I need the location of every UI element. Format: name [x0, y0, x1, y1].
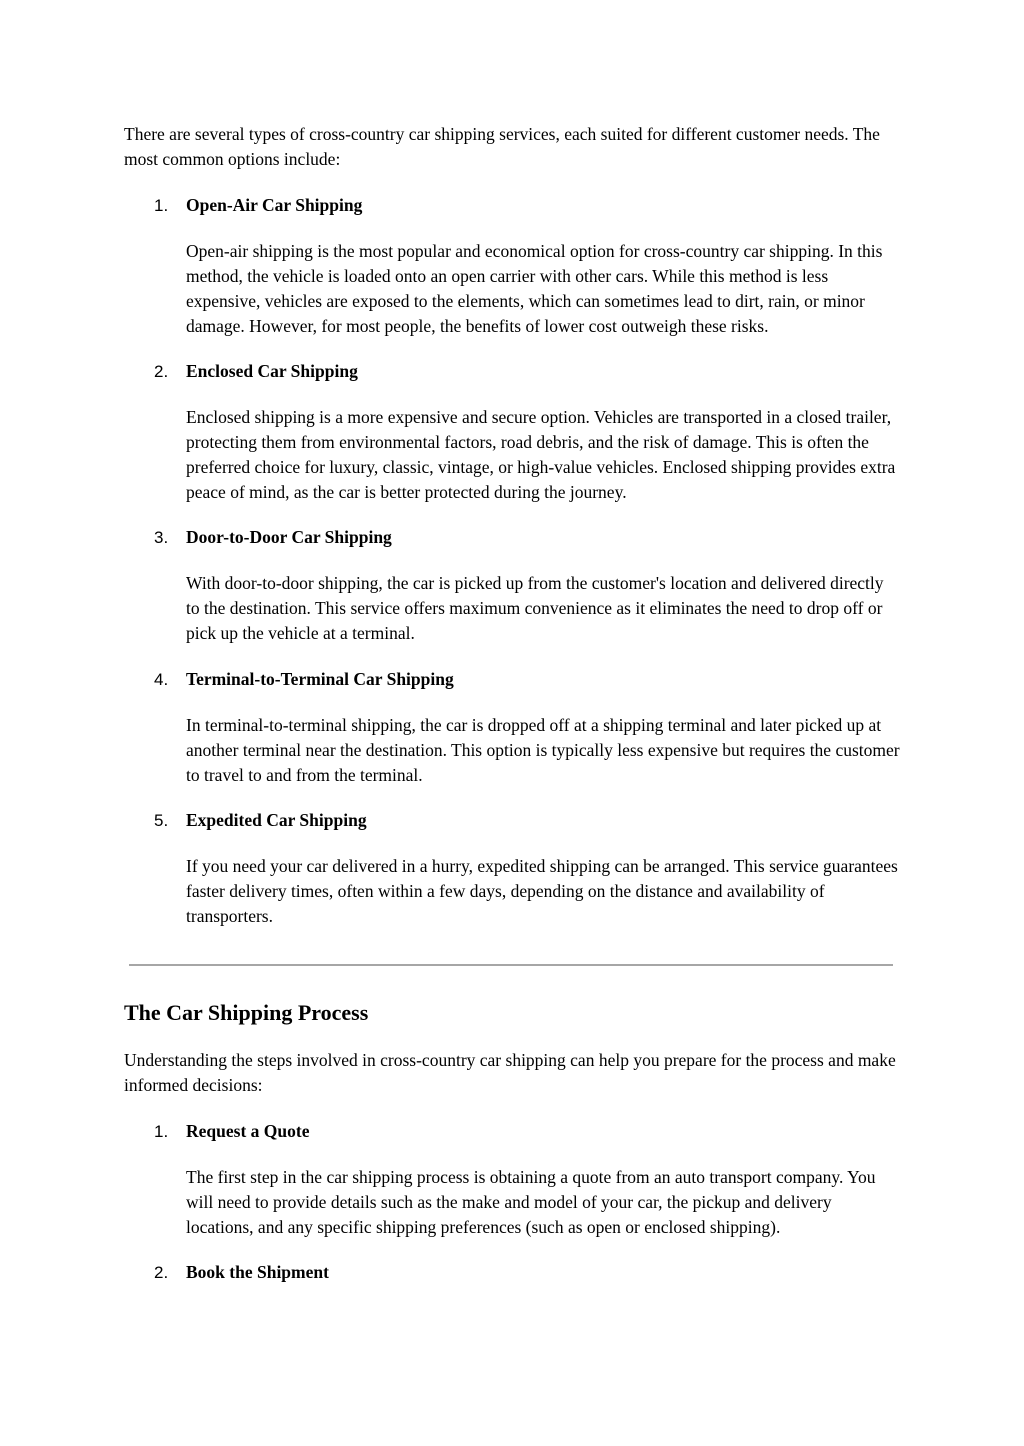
- step-heading: [124, 1260, 904, 1285]
- list-item-number: 2.: [154, 362, 169, 381]
- list-item-body: Open-air shipping is the most popular and economical option for cross-country car shipping. In this method, the vehicle is loaded onto an open carrier with other cars. While this method is less expensive, vehicles are exposed to the elements, which can sometimes lead to dirt, rain, or minor damage. However, for most people, the benefits of lower cost outweigh these risks.: [186, 241, 883, 336]
- list-item-heading: [124, 525, 904, 550]
- list-item-number: 5.: [154, 811, 169, 830]
- list-item-title: Enclosed Car Shipping: [186, 361, 358, 381]
- list-item-title: Door-to-Door Car Shipping: [186, 527, 392, 547]
- list-item-body: If you need your car delivered in a hurry, expedited shipping can be arranged. This service guarantees faster delivery times, often within a few days, depending on the distance and availability of transporters.: [186, 856, 898, 926]
- step-title: Book the Shipment: [186, 1262, 329, 1282]
- list-item-body: With door-to-door shipping, the car is picked up from the customer's location and delivered directly to the destination. This service offers maximum convenience as it eliminates the need to drop off or pick up the vehicle at a terminal.: [186, 573, 884, 643]
- step-body: The first step in the car shipping process is obtaining a quote from an auto transport company. You will need to provide details such as the make and model of your car, the pickup and delivery locations, and any specific shipping preferences (such as open or enclosed shipping).: [186, 1167, 876, 1237]
- list-item-body: Enclosed shipping is a more expensive and secure option. Vehicles are transported in a closed trailer, protecting them from environmental factors, road debris, and the risk of damage. This is often the preferred choice for luxury, classic, vintage, or high-value vehicles. Enclosed shipping provides extra peace of mind, as the car is better protected during the journey.: [186, 407, 896, 502]
- intro-paragraph: There are several types of cross-country car shipping services, each suited for different customer needs. The most common options include:: [124, 124, 880, 169]
- list-item-heading: [124, 667, 904, 692]
- list-item-heading: [124, 193, 904, 218]
- list-item-title: Open-Air Car Shipping: [186, 195, 363, 215]
- section-intro-paragraph: Understanding the steps involved in cross-country car shipping can help you prepare for the process and make informed decisions:: [124, 1050, 896, 1095]
- step-heading: [124, 1119, 904, 1144]
- step-number: 1.: [154, 1122, 169, 1141]
- list-item-title: Terminal-to-Terminal Car Shipping: [186, 669, 454, 689]
- list-item-number: 4.: [154, 670, 169, 689]
- list-item-body: In terminal-to-terminal shipping, the car is dropped off at a shipping terminal and later picked up at another terminal near the destination. This option is typically less expensive but requires the customer to travel to and from the terminal.: [186, 715, 900, 785]
- list-item-title: Expedited Car Shipping: [186, 810, 367, 830]
- step-title: Request a Quote: [186, 1121, 310, 1141]
- section-heading: The Car Shipping Process: [124, 1000, 369, 1025]
- horizontal-divider: [129, 964, 893, 966]
- list-item-number: 1.: [154, 196, 169, 215]
- list-item-heading: [124, 808, 904, 833]
- list-item-heading: [124, 359, 904, 384]
- list-item-number: 3.: [154, 528, 169, 547]
- step-number: 2.: [154, 1263, 169, 1282]
